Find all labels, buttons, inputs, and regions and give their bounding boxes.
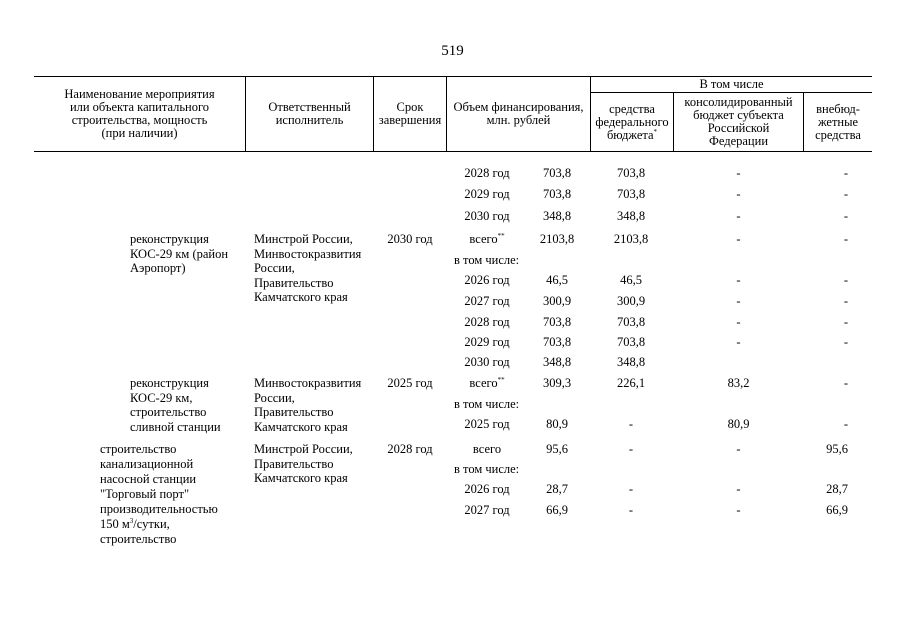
page-number: 519 (441, 43, 464, 59)
cubic-superscript: 3 (129, 517, 134, 525)
volume-cell: 703,8 (542, 315, 572, 329)
regional-cell: - (736, 187, 741, 201)
year-cell (447, 232, 527, 247)
header-name: Наименование мероприятия или объекта капитального строительства, мощность (при наличии) (64, 87, 215, 140)
extra-cell: 66,9 (826, 503, 848, 517)
federal-cell: - (628, 417, 634, 431)
regional-cell: - (736, 315, 741, 329)
federal-cell: 348,8 (616, 355, 646, 369)
year-cell: 2029 год (464, 187, 510, 201)
header-bottom-rule (34, 151, 872, 152)
volume-cell: 300,9 (542, 294, 572, 308)
federal-cell: 703,8 (616, 315, 646, 329)
total-label: всего (469, 376, 498, 390)
year-cell: 2027 год (464, 503, 510, 517)
year-cell: 2025 год (464, 417, 510, 431)
federal-cell: 46,5 (620, 273, 642, 287)
volume-cell: 703,8 (542, 187, 572, 201)
responsible-executor: Минстрой России, Минвостокразвития России, Правительство Камчатского края (254, 232, 362, 304)
year-cell: 2026 год (464, 273, 510, 287)
object-capacity (100, 517, 170, 532)
footnote-mark: * (653, 127, 658, 136)
footnote-mark: ** (497, 376, 505, 384)
volume-cell: 46,5 (546, 273, 568, 287)
year-cell: 2028 год (464, 166, 510, 180)
header-responsible: Ответственный исполнитель (268, 100, 351, 127)
regional-cell: 80,9 (727, 417, 750, 431)
object-name-line: строительство (100, 442, 177, 456)
federal-cell: 703,8 (616, 335, 646, 349)
total-label: всего (469, 232, 498, 246)
regional-cell: - (736, 209, 741, 223)
year-cell: 2030 год (464, 355, 510, 369)
federal-cell: 226,1 (616, 376, 646, 390)
extra-cell: 28,7 (826, 482, 848, 496)
year-cell: всего (472, 442, 502, 456)
header-deadline: Срок завершения (378, 100, 442, 127)
regional-cell: - (736, 503, 741, 517)
volume-cell: 66,9 (546, 503, 568, 517)
volume-cell: 348,8 (542, 209, 572, 223)
regional-cell: - (736, 273, 741, 287)
deadline-cell: 2025 год (387, 376, 433, 390)
volume-cell: 348,8 (542, 355, 572, 369)
header-federal-text: средства федерального бюджета (595, 101, 669, 142)
federal-cell: - (628, 482, 634, 496)
extra-cell: - (843, 187, 848, 201)
volume-cell: 80,9 (546, 417, 568, 431)
federal-cell: 348,8 (616, 209, 646, 223)
year-cell: 2030 год (464, 209, 510, 223)
volume-cell: 95,6 (546, 442, 568, 456)
including-label: в том числе: (454, 462, 520, 476)
regional-cell: - (736, 442, 741, 456)
federal-cell: 2103,8 (613, 232, 649, 246)
object-name: реконструкция КОС-29 км, строительство сливной станции (130, 376, 221, 434)
year-cell: 2029 год (464, 335, 510, 349)
extra-cell: - (843, 417, 848, 431)
regional-cell: - (736, 482, 741, 496)
year-cell: 2027 год (464, 294, 510, 308)
footnote-mark: ** (497, 232, 505, 240)
year-cell: 2026 год (464, 482, 510, 496)
extra-cell: - (843, 166, 848, 180)
extra-cell: - (843, 294, 848, 308)
header-regional: консолидированный бюджет субъекта Российской Федерации (684, 95, 793, 148)
regional-cell: - (736, 232, 741, 246)
extra-cell: - (843, 376, 848, 390)
federal-cell: 703,8 (616, 187, 646, 201)
header-extra: внебюд- жетные средства (815, 101, 861, 142)
extra-cell: 95,6 (826, 442, 848, 456)
object-name-line: строительство (100, 532, 177, 546)
volume-cell: 28,7 (546, 482, 568, 496)
volume-cell: 703,8 (542, 166, 572, 180)
header-volume: Объем финансирования, млн. рублей (453, 100, 584, 127)
federal-cell: - (628, 503, 634, 517)
regional-cell: - (736, 335, 741, 349)
responsible-executor: Минвостокразвития России, Правительство Камчатского края (254, 376, 362, 434)
deadline-cell: 2030 год (387, 232, 433, 246)
object-name-line: "Торговый порт" (100, 487, 190, 501)
extra-cell: - (843, 232, 848, 246)
extra-cell: - (843, 209, 848, 223)
federal-cell: 300,9 (616, 294, 646, 308)
extra-cell: - (843, 315, 848, 329)
volume-cell: 309,3 (542, 376, 572, 390)
object-name-line: производительностью (100, 502, 218, 516)
including-label: в том числе: (454, 253, 520, 267)
year-cell (447, 376, 527, 391)
deadline-cell: 2028 год (387, 442, 433, 456)
capacity-unit: /сутки, (133, 517, 170, 531)
header-including: В том числе (699, 77, 764, 91)
federal-cell: 703,8 (616, 166, 646, 180)
extra-cell: - (843, 335, 848, 349)
regional-cell: - (736, 166, 741, 180)
extra-cell: - (843, 273, 848, 287)
capacity-value: 150 м (100, 517, 130, 531)
header-federal (591, 93, 673, 151)
volume-cell: 2103,8 (539, 232, 575, 246)
object-name-line: канализационной (100, 457, 194, 471)
federal-cell: - (628, 442, 634, 456)
regional-cell: 83,2 (727, 376, 750, 390)
object-name: реконструкция КОС-29 км (район Аэропорт) (130, 232, 229, 275)
responsible-executor: Минстрой России, Правительство Камчатского края (254, 442, 353, 485)
object-name-line: насосной станции (100, 472, 197, 486)
including-label: в том числе: (454, 397, 520, 411)
regional-cell: - (736, 294, 741, 308)
year-cell: 2028 год (464, 315, 510, 329)
volume-cell: 703,8 (542, 335, 572, 349)
